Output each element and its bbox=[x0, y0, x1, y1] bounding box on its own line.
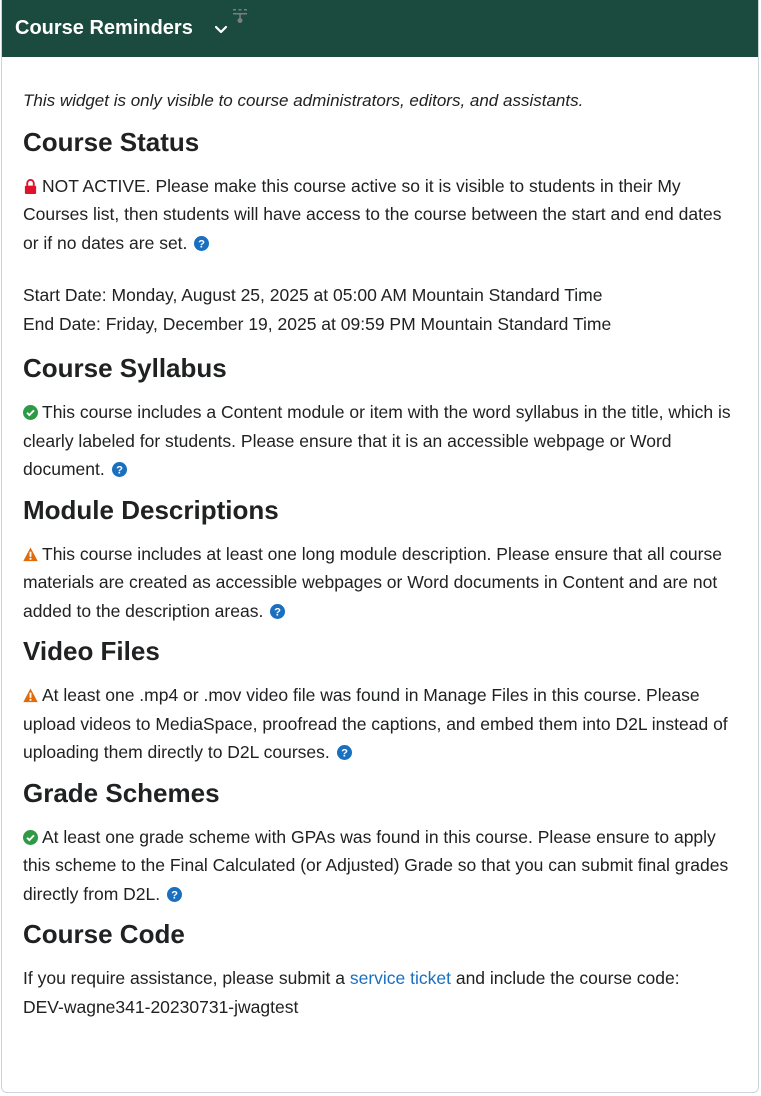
help-icon[interactable] bbox=[270, 604, 285, 619]
svg-text:?: ? bbox=[198, 238, 206, 251]
widget-title: Course Reminders bbox=[15, 17, 193, 39]
course-status-heading: Course Status bbox=[23, 126, 200, 157]
svg-text:?: ? bbox=[171, 889, 178, 902]
widget-header bbox=[2, 0, 758, 57]
help-icon[interactable] bbox=[167, 887, 182, 902]
start-date: Start Date: Monday, August 25, 2025 at 05:00 AM Mountain Standard Time bbox=[23, 285, 603, 305]
help-icon[interactable] bbox=[337, 745, 352, 760]
video-files-heading: Video Files bbox=[23, 636, 160, 666]
check-circle-icon bbox=[23, 405, 38, 420]
lock-icon bbox=[23, 179, 38, 194]
help-icon[interactable] bbox=[194, 236, 209, 251]
service-ticket-link[interactable]: service ticket bbox=[349, 968, 451, 988]
visibility-note: This widget is only visible to course administrators, editors, and assistants. bbox=[23, 91, 584, 110]
svg-text:?: ? bbox=[340, 747, 348, 760]
svg-text:?: ? bbox=[274, 606, 282, 619]
course-syllabus-heading: Course Syllabus bbox=[23, 353, 227, 383]
video-files-text: At least one .mp4 or .mov video file was found in Manage Files in this course. Please upload videos to MediaSpace, proofread the captions, and embed them into D2L instead of uploading them directly to D2L courses. ? bbox=[23, 685, 728, 762]
warning-icon bbox=[23, 688, 38, 703]
course-code-text: If you require assistance, please submit a service ticket and include the course code: DEV-wagne341-20230731-jwagtest bbox=[23, 968, 680, 1017]
module-descriptions-heading: Module Descriptions bbox=[23, 494, 279, 525]
course-status-text: NOT ACTIVE. Please make this course active so it is visible to students in their My Courses list, then students will have access to the course between the start and end dates or if no dates are set. ? bbox=[23, 175, 722, 253]
module-descriptions-text: This course includes at least one long module description. Please ensure that all course materials are created as accessible webpages or Word documents in Content and are not added to the description areas. ? bbox=[23, 543, 722, 621]
course-syllabus-text: This course includes a Content module or item with the word syllabus in the title, which is clearly labeled for students. Please ensure that it is an accessible webpage or Word document. ? bbox=[23, 402, 731, 479]
end-date: End Date: Friday, December 19, 2025 at 09:59 PM Mountain Standard Time bbox=[23, 313, 612, 334]
svg-text:?: ? bbox=[115, 464, 123, 477]
check-circle-icon bbox=[23, 830, 38, 845]
course-dates bbox=[23, 281, 737, 338]
warning-icon bbox=[23, 547, 38, 562]
course-code-heading: Course Code bbox=[23, 919, 185, 949]
drag-handle-icon[interactable] bbox=[233, 8, 247, 24]
help-icon[interactable] bbox=[112, 462, 127, 477]
chevron-down-icon[interactable] bbox=[213, 21, 229, 37]
grade-schemes-heading: Grade Schemes bbox=[23, 777, 220, 808]
grade-schemes-text: At least one grade scheme with GPAs was found in this course. Please ensure to apply this scheme to the Final Calculated (or Adjusted) Grade so that you can submit final grades directly from D2L. ? bbox=[23, 826, 729, 904]
course-reminders-widget bbox=[1, 0, 759, 1093]
course-code-value: DEV-wagne341-20230731-jwagtest bbox=[23, 996, 299, 1017]
